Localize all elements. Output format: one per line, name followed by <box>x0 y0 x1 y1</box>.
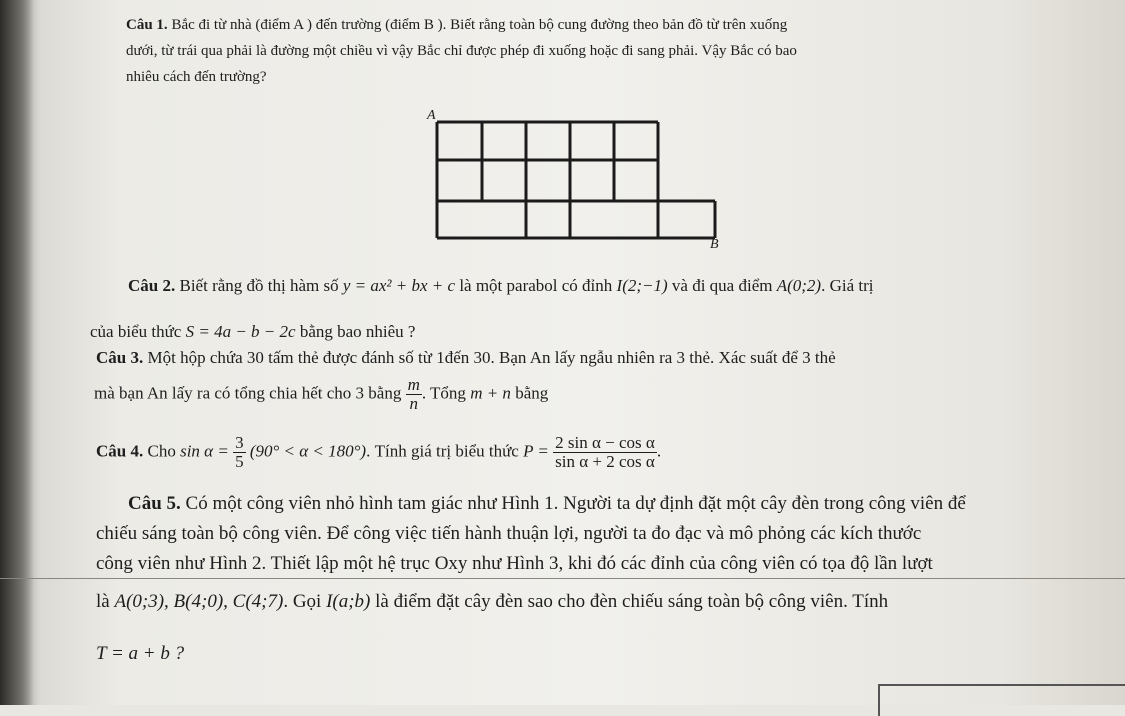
q1-label: Câu 1. <box>126 17 168 33</box>
q5-line4c: là điểm đặt cây đèn sao cho đèn chiếu sáng toàn bộ công viên. Tính <box>375 591 889 612</box>
q5-line5: T = a + b ? <box>96 643 185 664</box>
q3-line2 <box>94 376 548 413</box>
q5-text-line1: Có một công viên nhỏ hình tam giác như Hình 1. Người ta dự định đặt một cây đèn trong công viên để <box>185 493 966 514</box>
q4-text2: . Tính giá trị biểu thức <box>366 441 519 461</box>
q5-line4 <box>96 591 888 613</box>
point-b-label: B <box>710 237 719 252</box>
q3-label: Câu 3. <box>96 348 144 367</box>
q4-p-lhs: P = <box>523 441 549 461</box>
q4-sin-lhs: sin α = <box>180 441 229 461</box>
q2-line2 <box>90 322 415 342</box>
q4-text1: Cho <box>147 441 176 461</box>
q2-function: y = ax² + bx + c <box>342 276 456 295</box>
q3-line2b: . Tổng <box>421 383 466 403</box>
q3-sum: m + n <box>470 383 511 403</box>
q4-end: . <box>656 441 662 461</box>
page-edge-shadow <box>0 0 34 705</box>
q4-p-fraction <box>553 434 657 471</box>
q5-label: Câu 5. <box>128 493 181 514</box>
q5-point-i: I(a;b) <box>326 591 371 612</box>
q5-points: A(0;3), B(4;0), C(4;7) <box>114 591 284 612</box>
q5-line4b: . Gọi <box>283 591 322 612</box>
q3-fraction <box>406 376 422 413</box>
q5-line2: chiếu sáng toàn bộ công viên. Để công việc tiến hành thuận lợi, người ta đo đạc và mô phỏng các kích thước <box>96 523 922 544</box>
q1-line3: nhiêu cách đến trường? <box>126 69 267 85</box>
q2-text3: và đi qua điểm <box>671 276 773 295</box>
q2-vertex: I(2;−1) <box>616 276 668 295</box>
q3-line2c: bằng <box>515 383 549 403</box>
bottom-corner-box <box>878 684 1125 716</box>
q2-text4: . Giá trị <box>821 276 874 295</box>
q4-sin-fraction <box>233 434 246 471</box>
q5-line3: công viên như Hình 2. Thiết lập một hệ trục Oxy như Hình 3, khi đó các đỉnh của công viên có tọa độ lần lượt <box>96 553 933 574</box>
q2-line2a: của biểu thức <box>90 322 182 341</box>
q4-p-num: 2 sin α − cos α <box>555 433 655 452</box>
q2-text2: là một parabol có đỉnh <box>459 276 613 295</box>
q2-point: A(0;2) <box>776 276 822 295</box>
q4-sin-den: 5 <box>235 451 244 471</box>
q1-grid-map <box>420 105 740 265</box>
q4-range: (90° < α < 180°) <box>249 441 367 461</box>
q3-frac-num: m <box>407 375 420 394</box>
q4-line <box>96 434 661 471</box>
q3-line2a: mà bạn An lấy ra có tổng chia hết cho 3 bằng <box>94 383 402 403</box>
q1-text-line1: Bắc đi từ nhà (điểm A ) đến trường (điểm B ). Biết rằng toàn bộ cung đường theo bản đồ từ trên xuống <box>171 17 788 33</box>
q2-label: Câu 2. <box>128 276 176 295</box>
q1-line2: dưới, từ trái qua phải là đường một chiều vì vậy Bắc chỉ được phép đi xuống hoặc đi sang phải. Vậy Bắc có bao <box>126 43 797 59</box>
q2-line1 <box>128 276 874 296</box>
q5-line4a: là <box>96 591 110 612</box>
q4-p-den: sin α + 2 cos α <box>555 451 655 471</box>
q3-text-line1: Một hộp chứa 30 tấm thẻ được đánh số từ 1đến 30. Bạn An lấy ngẫu nhiên ra 3 thẻ. Xác suất để 3 thẻ <box>147 348 836 367</box>
q4-sin-num: 3 <box>235 433 244 452</box>
point-a-label: A <box>427 108 436 123</box>
q4-label: Câu 4. <box>96 441 144 461</box>
q3-frac-den: n <box>409 393 418 413</box>
q3-line1 <box>96 348 836 368</box>
fold-line <box>0 578 1125 579</box>
q1-line1 <box>126 17 787 34</box>
q2-line2b: bằng bao nhiêu ? <box>299 322 416 341</box>
q2-text1: Biết rằng đồ thị hàm số <box>179 276 339 295</box>
q2-expression: S = 4a − b − 2c <box>185 322 296 341</box>
q5-line1 <box>128 493 966 515</box>
